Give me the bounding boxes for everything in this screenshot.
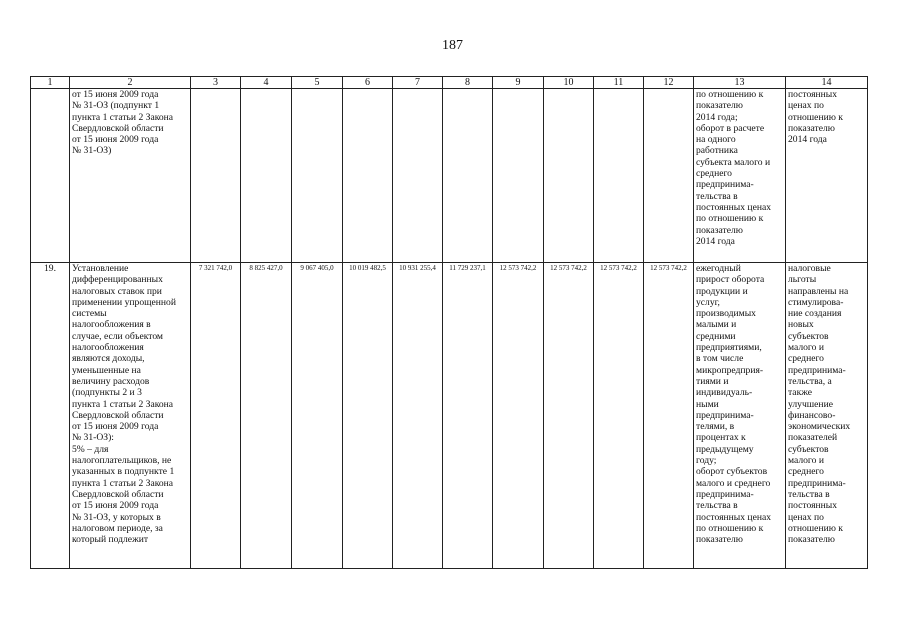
value-cell [241, 89, 292, 263]
column-number-cell: 6 [343, 77, 393, 89]
value-cell [393, 89, 443, 263]
column-number-cell: 8 [443, 77, 493, 89]
value-cell: 7 321 742,0 [191, 263, 241, 569]
value-cell [343, 89, 393, 263]
value-cell: 10 019 482,5 [343, 263, 393, 569]
row-number [31, 89, 70, 263]
value-cell [292, 89, 343, 263]
value-cell: 12 573 742,2 [594, 263, 644, 569]
value-cell [594, 89, 644, 263]
rationale-cell: постоянных ценах по отношению к показателю 2014 года [786, 89, 868, 263]
value-cell [443, 89, 493, 263]
row-description: Установление дифференцированных налоговых ставок при применении упрощенной системы налогообложения в случае, если объектом налогообложения являются доходы, уменьшенные на величину расходов (подпункты 2 и 3 пункта 1 статьи 2 Закона Свердловской области от 15 июня 2009 года № 31-ОЗ): 5% – для налогоплательщиков, не указанных в подпункте 1 пункта 1 статьи 2 Закона Свердловской области от 15 июня 2009 года № 31-ОЗ, у которых в налоговом периоде, за который подлежит [70, 263, 191, 569]
value-cell: 10 931 255,4 [393, 263, 443, 569]
column-number-cell: 11 [594, 77, 644, 89]
column-number-cell: 4 [241, 77, 292, 89]
column-number-cell: 2 [70, 77, 191, 89]
table-row [31, 263, 868, 569]
value-cell: 12 573 742,2 [644, 263, 694, 569]
column-number-cell: 3 [191, 77, 241, 89]
column-number-cell: 13 [694, 77, 786, 89]
column-number-cell: 1 [31, 77, 70, 89]
value-cell [544, 89, 594, 263]
value-cell: 9 067 405,0 [292, 263, 343, 569]
column-number-header-row [31, 77, 868, 89]
value-cell [644, 89, 694, 263]
column-number-cell: 12 [644, 77, 694, 89]
value-cell: 12 573 742,2 [493, 263, 544, 569]
column-number-cell: 9 [493, 77, 544, 89]
value-cell [191, 89, 241, 263]
value-cell: 12 573 742,2 [544, 263, 594, 569]
row-description: от 15 июня 2009 года № 31-ОЗ (подпункт 1 пункта 1 статьи 2 Закона Свердловской области от 15 июня 2009 года № 31-ОЗ) [70, 89, 191, 263]
column-number-cell: 7 [393, 77, 443, 89]
data-table [30, 76, 868, 569]
row-number: 19. [31, 263, 70, 569]
value-cell: 8 825 427,0 [241, 263, 292, 569]
value-cell: 11 729 237,1 [443, 263, 493, 569]
table-row [31, 89, 868, 263]
indicator-cell: ежегодный прирост оборота продукции и услуг, производимых малыми и средними предприятиями, в том числе микропредприя- тиями и индивидуаль- ными предпринима- телями, в процентах к предыдущему году; оборот субъектов малого и среднего предпринима- тельства в постоянных ценах по отношению к показателю [694, 263, 786, 569]
value-cell [493, 89, 544, 263]
column-number-cell: 5 [292, 77, 343, 89]
rationale-cell: налоговые льготы направлены на стимулирова- ние создания новых субъектов малого и среднего предпринима- тельства, а также улучшение финансово- экономических показателей субъектов малого и среднего предпринима- тельства в постоянных ценах по отношению к показателю [786, 263, 868, 569]
page-number: 187 [442, 38, 463, 53]
column-number-cell: 10 [544, 77, 594, 89]
indicator-cell: по отношению к показателю 2014 года; оборот в расчете на одного работника субъекта малого и среднего предпринима- тельства в постоянных ценах по отношению к показателю 2014 года [694, 89, 786, 263]
column-number-cell: 14 [786, 77, 868, 89]
